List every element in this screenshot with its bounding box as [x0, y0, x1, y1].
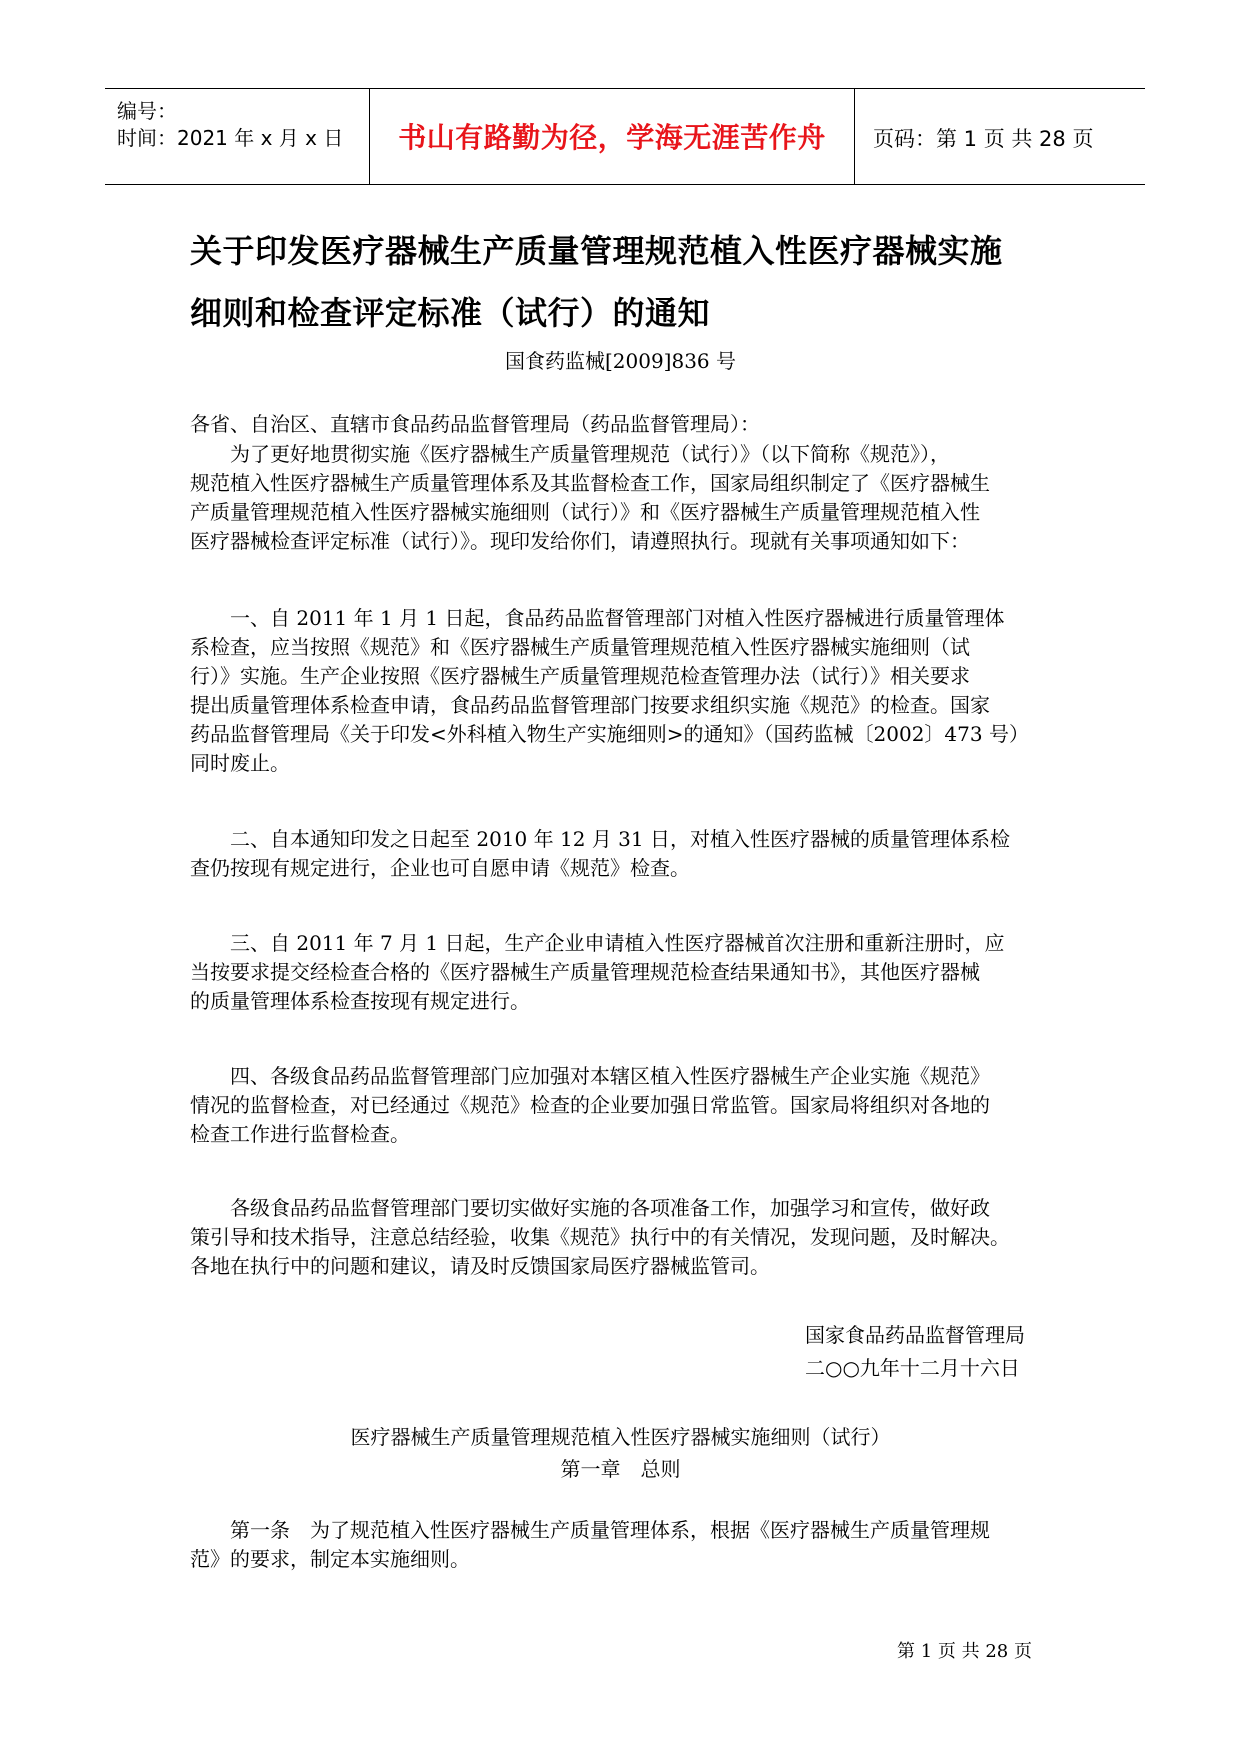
annex-title: 医疗器械生产质量管理规范植入性医疗器械实施细则（试行） [350, 1425, 891, 1449]
header-page-cell [855, 89, 1145, 184]
paragraph-item-3 [190, 929, 1070, 1016]
document-number-label: 编号： [117, 99, 177, 123]
document-number: 国食药监械[2009]836 号 [504, 349, 737, 373]
paragraph-line: 规范植入性医疗器械生产质量管理体系及其监督检查工作，国家局组织制定了《医疗器械生 [190, 471, 990, 495]
paragraph-intro [190, 440, 1070, 556]
chapter-title: 第一章 总则 [560, 1457, 681, 1481]
paragraph-line: 为了更好地贯彻实施《医疗器械生产质量管理规范（试行）》（以下简称《规范》）， [190, 442, 950, 466]
paragraph-line: 二、自本通知印发之日起至 2010 年 12 月 31 日，对植入性医疗器械的质量管理体系检 [190, 827, 1010, 851]
header-table [105, 88, 1145, 185]
paragraph-line: 同时废止。 [190, 751, 290, 775]
paragraph-line: 检查工作进行监督检查。 [190, 1122, 410, 1146]
paragraph-line: 查仍按现有规定进行，企业也可自愿申请《规范》检查。 [190, 856, 690, 880]
addressee: 各省、自治区、直辖市食品药品监督管理局（药品监督管理局）： [190, 412, 760, 436]
paragraph-item-1 [190, 604, 1070, 778]
paragraph-line: 一、自 2011 年 1 月 1 日起，食品药品监督管理部门对植入性医疗器械进行质量管理体 [190, 606, 1005, 630]
paragraph-line: 医疗器械检查评定标准（试行）》。现印发给你们，请遵照执行。现就有关事项通知如下： [190, 529, 970, 553]
paragraph-line: 范》的要求，制定本实施细则。 [190, 1547, 470, 1571]
paragraph-line: 四、各级食品药品监督管理部门应加强对本辖区植入性医疗器械生产企业实施《规范》 [190, 1064, 990, 1088]
paragraph-line: 第一条 为了规范植入性医疗器械生产质量管理体系，根据《医疗器械生产质量管理规 [190, 1518, 990, 1542]
paragraph-item-2 [190, 825, 1070, 883]
paragraph-line: 情况的监督检查，对已经通过《规范》检查的企业要加强日常监管。国家局将组织对各地的 [190, 1093, 990, 1117]
paragraph-line: 提出质量管理体系检查申请，食品药品监督管理部门按要求组织实施《规范》的检查。国家 [190, 693, 990, 717]
signature-org: 国家食品药品监督管理局 [805, 1323, 1025, 1347]
paragraph-closing [190, 1194, 1070, 1281]
paragraph-line: 当按要求提交经检查合格的《医疗器械生产质量管理规范检查结果通知书》，其他医疗器械 [190, 960, 980, 984]
article-1 [190, 1516, 1070, 1574]
paragraph-line: 的质量管理体系检查按现有规定进行。 [190, 989, 530, 1013]
paragraph-line: 药品监督管理局《关于印发<外科植入物生产实施细则>的通知》（国药监械〔2002〕473 号） [190, 722, 1029, 746]
document-title-line-2: 细则和检查评定标准（试行）的通知 [190, 294, 711, 332]
document-time-label: 时间：2021 年 x 月 x 日 [117, 126, 344, 150]
header-motto: 书山有路勤为径，学海无涯苦作舟 [398, 121, 826, 154]
paragraph-item-4 [190, 1062, 1070, 1149]
page-footer: 第 1 页 共 28 页 [897, 1641, 1032, 1662]
paragraph-line: 产质量管理规范植入性医疗器械实施细则（试行）》和《医疗器械生产质量管理规范植入性 [190, 500, 980, 524]
paragraph-line: 各级食品药品监督管理部门要切实做好实施的各项准备工作，加强学习和宣传，做好政 [190, 1196, 990, 1220]
signature-date: 二○○九年十二月十六日 [805, 1356, 1020, 1380]
paragraph-line: 策引导和技术指导，注意总结经验，收集《规范》执行中的有关情况，发现问题，及时解决。 [190, 1225, 1010, 1249]
header-motto-cell [369, 89, 855, 184]
paragraph-line: 三、自 2011 年 7 月 1 日起，生产企业申请植入性医疗器械首次注册和重新注册时，应 [190, 931, 1005, 955]
paragraph-line: 各地在执行中的问题和建议，请及时反馈国家局医疗器械监管司。 [190, 1254, 770, 1278]
paragraph-line: 行）》实施。生产企业按照《医疗器械生产质量管理规范检查管理办法（试行）》相关要求 [190, 664, 970, 688]
document-title-line-1: 关于印发医疗器械生产质量管理规范植入性医疗器械实施 [190, 232, 1003, 270]
header-page-info: 页码：第 1 页 共 28 页 [873, 127, 1094, 151]
paragraph-line: 系检查，应当按照《规范》和《医疗器械生产质量管理规范植入性医疗器械实施细则（试 [190, 635, 970, 659]
header-left-cell [105, 89, 369, 184]
